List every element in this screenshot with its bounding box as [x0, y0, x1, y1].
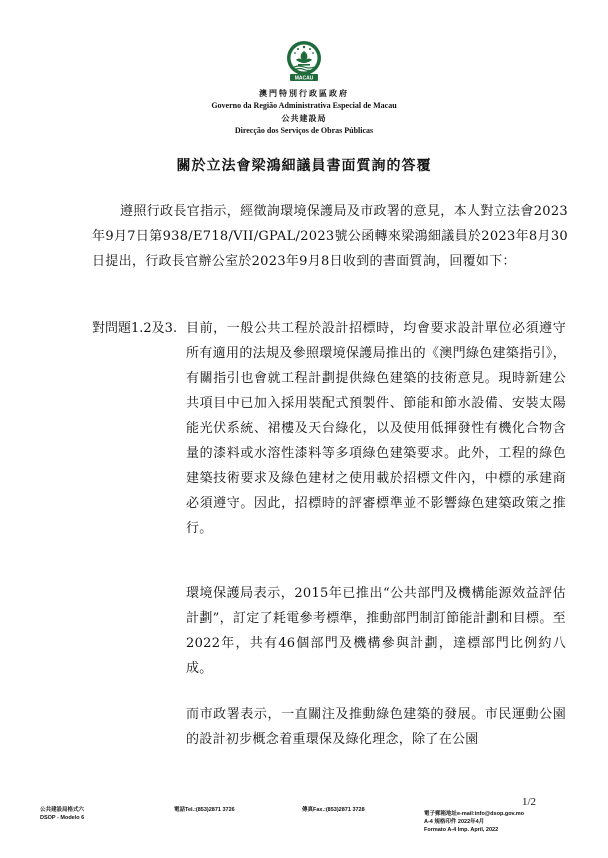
intro-paragraph: 遵照行政長官指示，經徵詢環境保護局及市政署的意見，本人對立法會2023年9月7日第938/E718/VII/GPAL/2023號公函轉來梁鴻細議員於2023年8月30日提出，行政長官辦公室於2023年9月8日收到的書面質詢，回覆如下： [92, 204, 568, 269]
footer-fax: 傳真Fax.:(853)2871 3728 [302, 807, 365, 813]
answer-paragraph-2: 環境保護局表示，2015年已推出“公共部門及機構能源效益評估計劃”，訂定了耗電參考標準，推動部門制訂節能計劃和目標。至2022年，共有46個部門及機構參與計劃，達標部門比例約八成。 [186, 586, 566, 676]
footer-print-chinese: A-4 規格印件 2022年4月 [424, 819, 485, 825]
department-name-chinese: 公共建設局 [281, 114, 327, 123]
macau-sar-emblem-icon [284, 38, 324, 84]
footer-form-chinese: 公共建設局格式六 [40, 807, 85, 813]
footer-telephone: 電話Tel.:(853)2871 3726 [174, 807, 235, 813]
question-label: 對問題1.2及3. [92, 321, 178, 336]
answer-paragraph-1: 目前，一般公共工程於設計招標時，均會要求設計單位必須遵守所有適用的法規及參照環境保護局推出的《澳門綠色建築指引》，有關指引也會就工程計劃提供綠色建築的技術意見。現時新建公共項目中已加入採用裝配式預製件、節能和節水設備、安裝太陽能光伏系統、裙樓及天台綠化，以及使用低揮發性有機化合物含量的漆料或水溶性漆料等多項綠色建築要求。此外，工程的綠色建築技術要求及綠色建材之使用載於招標文件內，中標的承建商必須遵守。因此，招標時的評審標準並不影響綠色建築政策之推行。 [186, 321, 566, 536]
government-name-portuguese: Governo da Região Administrativa Especial de Macau [211, 101, 397, 110]
emblem-banner-text: MACAU [294, 75, 314, 82]
footer-form-code [40, 806, 84, 822]
footer-contact-block [424, 810, 524, 834]
document-title: 關於立法會梁鴻細議員書面質詢的答覆 [176, 158, 432, 174]
department-name-portuguese: Direcção dos Serviços de Obras Públicas [234, 126, 374, 135]
page-number: 1/2 [522, 796, 537, 808]
letterhead [0, 38, 608, 137]
footer-form-portuguese: DSOP - Modelo 6 [40, 815, 85, 821]
government-name-chinese: 澳門特別行政區政府 [259, 89, 349, 98]
footer-print-portuguese: Formato A-4 Imp. April, 2022 [424, 827, 499, 833]
answer-paragraph-3: 而市政署表示，一直關注及推動綠色建築的發展。市民運動公園的設計初步概念着重環保及綠化理念，除了在公園 [186, 707, 566, 747]
footer-email: 電子郵箱地址e-mail:info@dsop.gov.mo [424, 811, 524, 817]
